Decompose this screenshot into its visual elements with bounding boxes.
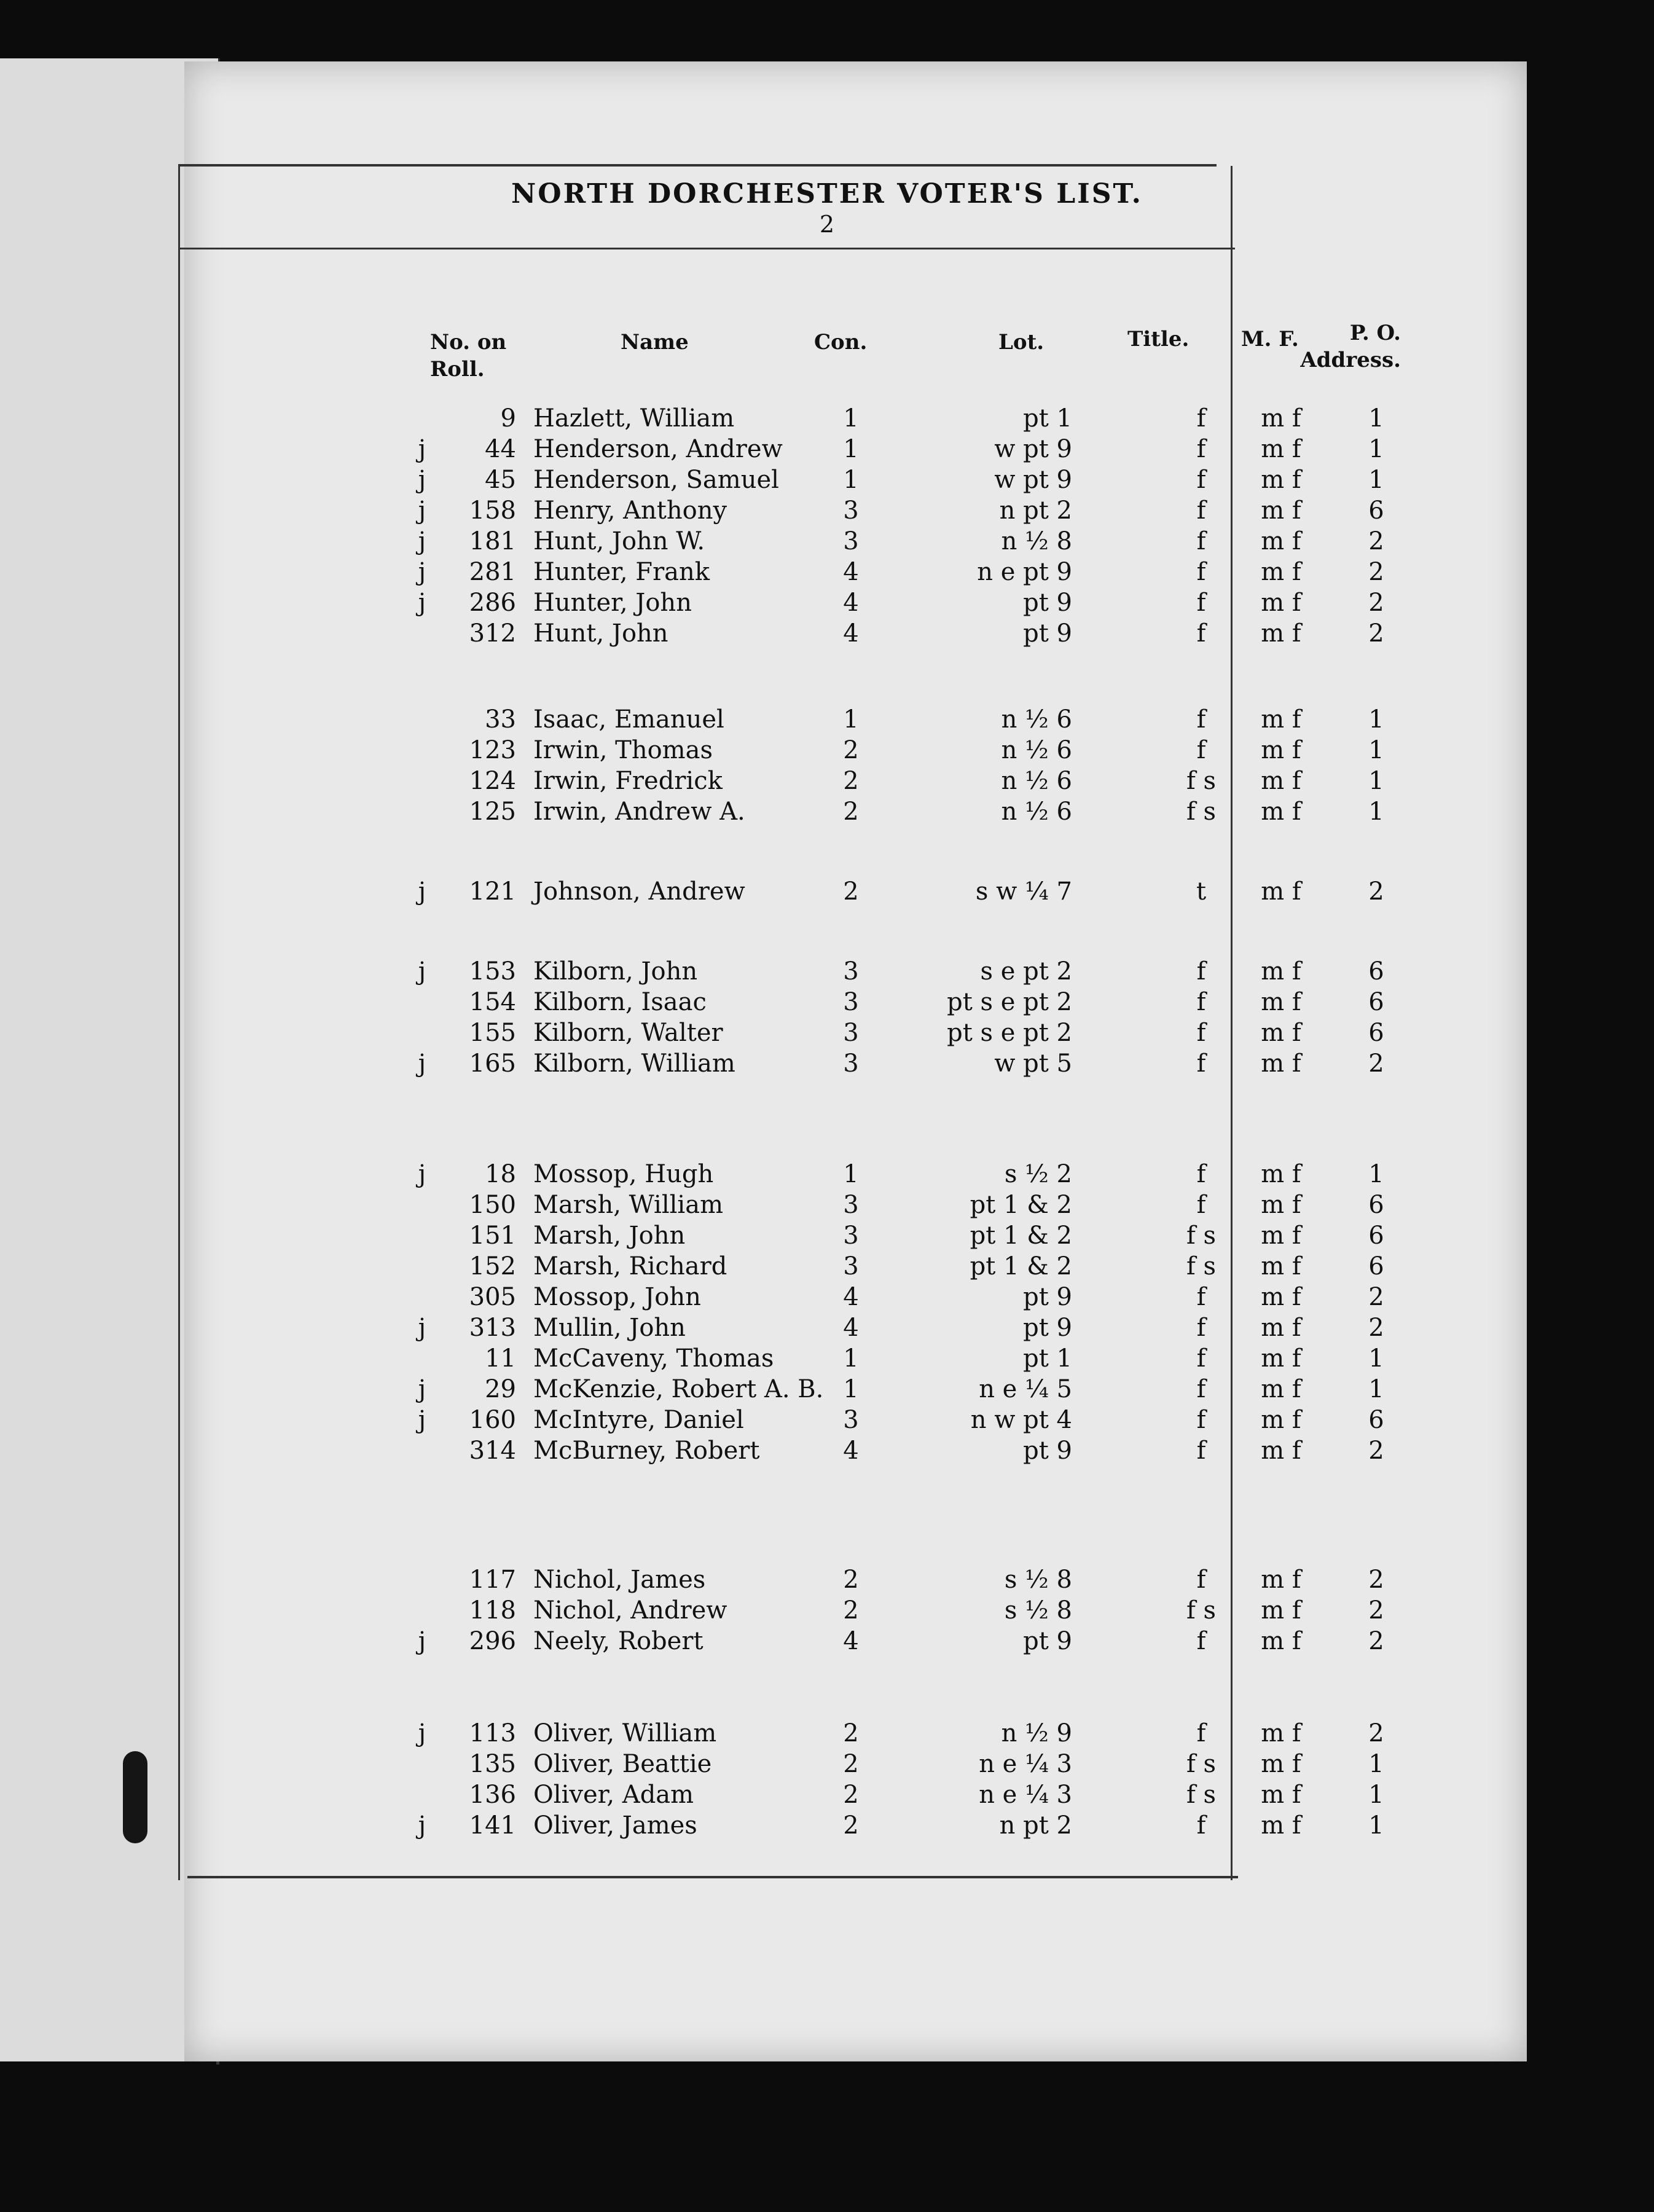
voter-name: Irwin, Fredrick [533, 767, 723, 795]
voter-po: 6 [1368, 1019, 1384, 1047]
voter-po: 2 [1368, 877, 1384, 906]
voter-con: 1 [843, 404, 859, 433]
header-name: Name [621, 330, 689, 355]
voter-mf: m f [1261, 736, 1301, 764]
voter-mf: m f [1261, 1719, 1301, 1747]
voter-lot: n e ¼ 5 [979, 1375, 1072, 1403]
voter-no: 305 [469, 1283, 516, 1311]
voter-lot: pt 1 & 2 [970, 1191, 1072, 1219]
voter-mf: m f [1261, 1344, 1301, 1373]
voter-no: 158 [469, 496, 516, 525]
voter-title: f s [1186, 1596, 1217, 1625]
voter-lot: n e pt 9 [977, 558, 1072, 586]
voter-flag: j [418, 558, 426, 586]
voter-row [0, 402, 1654, 434]
voter-po: 1 [1368, 435, 1384, 463]
voter-mf: m f [1261, 1283, 1301, 1311]
voter-title: f [1196, 1437, 1206, 1465]
voter-name: Hunt, John W. [533, 527, 705, 555]
voter-po: 1 [1368, 404, 1384, 433]
voter-con: 3 [843, 1191, 859, 1219]
voter-no: 9 [500, 404, 516, 433]
voter-name: Mossop, John [533, 1283, 701, 1311]
header-title: Title. [1127, 327, 1190, 351]
voter-po: 6 [1368, 988, 1384, 1016]
voter-name: Nichol, Andrew [533, 1596, 727, 1625]
voter-no: 152 [469, 1252, 516, 1281]
voter-title: f s [1186, 798, 1217, 826]
voter-con: 3 [843, 1222, 859, 1250]
voter-po: 1 [1368, 767, 1384, 795]
voter-title: f s [1186, 1781, 1217, 1809]
voter-row [0, 1189, 1654, 1221]
voter-con: 2 [843, 1750, 859, 1778]
voter-name: Mullin, John [533, 1314, 686, 1342]
voter-po: 2 [1368, 1049, 1384, 1078]
voter-con: 4 [843, 1314, 859, 1342]
voter-lot: pt 9 [1023, 1314, 1072, 1342]
voter-title: f s [1186, 1222, 1217, 1250]
voter-title: f [1196, 558, 1206, 586]
voter-con: 1 [843, 705, 859, 734]
voter-no: 155 [469, 1019, 516, 1047]
voter-mf: m f [1261, 558, 1301, 586]
voter-title: f s [1186, 1252, 1217, 1281]
voter-con: 3 [843, 1019, 859, 1047]
voter-lot: pt 9 [1023, 1437, 1072, 1465]
voter-flag: j [418, 1719, 426, 1747]
voter-title: f [1196, 1283, 1206, 1311]
voter-mf: m f [1261, 435, 1301, 463]
voter-title: f [1196, 1719, 1206, 1747]
voter-name: Irwin, Andrew A. [533, 798, 745, 826]
voter-flag: j [418, 1375, 426, 1403]
voter-con: 3 [843, 988, 859, 1016]
voter-row [0, 1281, 1654, 1313]
voter-name: Hunter, John [533, 589, 692, 617]
voter-name: McIntyre, Daniel [533, 1406, 744, 1434]
voter-row [0, 796, 1654, 828]
voter-no: 11 [485, 1344, 516, 1373]
voter-name: Kilborn, John [533, 957, 698, 986]
voter-mf: m f [1261, 1627, 1301, 1655]
voter-mf: m f [1261, 1160, 1301, 1188]
voter-con: 3 [843, 1049, 859, 1078]
voter-con: 3 [843, 957, 859, 986]
voter-po: 6 [1368, 1406, 1384, 1434]
header-no-on-roll: No. on Roll. [430, 330, 507, 382]
voter-con: 2 [843, 1781, 859, 1809]
voter-title: f [1196, 1049, 1206, 1078]
voter-con: 2 [843, 1811, 859, 1840]
voter-lot: n e ¼ 3 [979, 1750, 1072, 1778]
voter-con: 4 [843, 1627, 859, 1655]
voter-no: 165 [469, 1049, 516, 1078]
voter-row [0, 1625, 1654, 1657]
voter-row [0, 1564, 1654, 1596]
voter-lot: s ½ 2 [1004, 1160, 1072, 1188]
voter-name: Henderson, Andrew [533, 435, 783, 463]
voter-flag: j [418, 1160, 426, 1188]
voter-title: f [1196, 1811, 1206, 1840]
voter-no: 286 [469, 589, 516, 617]
header-po-address: P. O. Address. [1300, 321, 1401, 372]
voter-name: Oliver, William [533, 1719, 717, 1747]
voter-flag: j [418, 1627, 426, 1655]
voter-con: 2 [843, 736, 859, 764]
voter-mf: m f [1261, 767, 1301, 795]
voter-lot: s ½ 8 [1004, 1566, 1072, 1594]
voter-lot: pt 1 & 2 [970, 1252, 1072, 1281]
voter-title: f [1196, 466, 1206, 494]
voter-no: 29 [485, 1375, 516, 1403]
voter-no: 118 [469, 1596, 516, 1625]
voter-flag: j [418, 957, 426, 986]
voter-po: 6 [1368, 1191, 1384, 1219]
voter-row [0, 1048, 1654, 1080]
voter-mf: m f [1261, 1049, 1301, 1078]
voter-no: 141 [469, 1811, 516, 1840]
voter-row [0, 1435, 1654, 1467]
voter-row [0, 556, 1654, 588]
voter-row [0, 618, 1654, 649]
voter-po: 6 [1368, 1252, 1384, 1281]
voter-flag: j [418, 466, 426, 494]
voter-row [0, 986, 1654, 1018]
voter-po: 1 [1368, 1344, 1384, 1373]
voter-con: 1 [843, 1375, 859, 1403]
voter-name: Henry, Anthony [533, 496, 727, 525]
voter-lot: n ½ 6 [1001, 736, 1072, 764]
voter-no: 33 [485, 705, 516, 734]
voter-con: 2 [843, 877, 859, 906]
voter-no: 296 [469, 1627, 516, 1655]
voter-mf: m f [1261, 589, 1301, 617]
voter-con: 3 [843, 496, 859, 525]
voter-mf: m f [1261, 1437, 1301, 1465]
voter-mf: m f [1261, 798, 1301, 826]
voter-no: 123 [469, 736, 516, 764]
voter-flag: j [418, 1314, 426, 1342]
voter-no: 45 [485, 466, 516, 494]
voter-con: 2 [843, 1566, 859, 1594]
voter-flag: j [418, 1049, 426, 1078]
voter-po: 2 [1368, 1627, 1384, 1655]
voter-no: 136 [469, 1781, 516, 1809]
voter-title: f [1196, 1375, 1206, 1403]
voter-row [0, 433, 1654, 465]
voter-flag: j [418, 1811, 426, 1840]
voter-flag: j [418, 1406, 426, 1434]
voter-mf: m f [1261, 496, 1301, 525]
voter-name: Johnson, Andrew [533, 877, 745, 906]
voter-no: 181 [469, 527, 516, 555]
voter-no: 151 [469, 1222, 516, 1250]
voter-lot: pt 9 [1023, 1627, 1072, 1655]
voter-title: f [1196, 736, 1206, 764]
voter-con: 2 [843, 767, 859, 795]
voter-no: 153 [469, 957, 516, 986]
voter-con: 4 [843, 589, 859, 617]
voter-mf: m f [1261, 527, 1301, 555]
voter-po: 1 [1368, 705, 1384, 734]
voter-con: 1 [843, 466, 859, 494]
voter-row [0, 587, 1654, 619]
voter-name: Oliver, Beattie [533, 1750, 712, 1778]
voter-po: 2 [1368, 1596, 1384, 1625]
voter-po: 2 [1368, 558, 1384, 586]
voter-con: 1 [843, 435, 859, 463]
voter-mf: m f [1261, 1191, 1301, 1219]
voter-title: f [1196, 1566, 1206, 1594]
voter-con: 2 [843, 798, 859, 826]
voter-po: 2 [1368, 1314, 1384, 1342]
voter-con: 2 [843, 1719, 859, 1747]
voter-lot: n ½ 6 [1001, 798, 1072, 826]
voter-no: 125 [469, 798, 516, 826]
voter-title: f [1196, 957, 1206, 986]
voter-po: 1 [1368, 798, 1384, 826]
voter-con: 1 [843, 1160, 859, 1188]
voter-po: 1 [1368, 466, 1384, 494]
voter-mf: m f [1261, 1596, 1301, 1625]
voter-lot: s e pt 2 [980, 957, 1072, 986]
voter-no: 281 [469, 558, 516, 586]
voter-lot: s w ¼ 7 [975, 877, 1072, 906]
voter-name: Hunt, John [533, 619, 668, 648]
voter-title: f s [1186, 1750, 1217, 1778]
voter-title: t [1196, 877, 1207, 906]
voter-row [0, 1748, 1654, 1780]
voter-mf: m f [1261, 1019, 1301, 1047]
voter-con: 3 [843, 1252, 859, 1281]
voter-lot: pt 1 & 2 [970, 1222, 1072, 1250]
voter-po: 1 [1368, 736, 1384, 764]
voter-po: 1 [1368, 1375, 1384, 1403]
voter-flag: j [418, 589, 426, 617]
voter-po: 6 [1368, 1222, 1384, 1250]
voter-name: Henderson, Samuel [533, 466, 779, 494]
voter-mf: m f [1261, 957, 1301, 986]
voter-flag: j [418, 435, 426, 463]
voter-lot: n ½ 9 [1001, 1719, 1072, 1747]
voter-lot: pt 1 [1023, 404, 1072, 433]
voter-row [0, 495, 1654, 527]
voter-lot: pt s e pt 2 [947, 1019, 1072, 1047]
voter-lot: w pt 5 [994, 1049, 1072, 1078]
voter-name: Oliver, Adam [533, 1781, 694, 1809]
voter-po: 2 [1368, 1566, 1384, 1594]
header-mf: M. F. [1241, 327, 1299, 351]
voter-flag: j [418, 877, 426, 906]
header-con: Con. [814, 330, 868, 355]
voter-lot: n w pt 4 [970, 1406, 1072, 1434]
page-title: NORTH DORCHESTER VOTER'S LIST. [511, 178, 1143, 210]
voter-con: 1 [843, 1344, 859, 1373]
voter-name: Nichol, James [533, 1566, 706, 1594]
voter-po: 1 [1368, 1160, 1384, 1188]
voter-con: 4 [843, 1437, 859, 1465]
voter-no: 154 [469, 988, 516, 1016]
voter-flag: j [418, 496, 426, 525]
voter-mf: m f [1261, 404, 1301, 433]
voter-row [0, 955, 1654, 987]
voter-name: Kilborn, Walter [533, 1019, 723, 1047]
voter-name: Marsh, Richard [533, 1252, 727, 1281]
voter-con: 4 [843, 558, 859, 586]
voter-mf: m f [1261, 1222, 1301, 1250]
voter-no: 160 [469, 1406, 516, 1434]
voter-row [0, 1158, 1654, 1190]
voter-no: 312 [469, 619, 516, 648]
voter-lot: pt 9 [1023, 589, 1072, 617]
voter-name: Neely, Robert [533, 1627, 704, 1655]
voter-no: 150 [469, 1191, 516, 1219]
voter-name: McCaveny, Thomas [533, 1344, 774, 1373]
voter-po: 2 [1368, 589, 1384, 617]
voter-no: 117 [469, 1566, 516, 1594]
voter-flag: j [418, 527, 426, 555]
voter-name: Marsh, John [533, 1222, 686, 1250]
voter-no: 113 [469, 1719, 516, 1747]
voter-title: f [1196, 988, 1206, 1016]
voter-row [0, 1404, 1654, 1436]
voter-lot: w pt 9 [994, 435, 1072, 463]
voter-title: f [1196, 527, 1206, 555]
voter-row [0, 1312, 1654, 1344]
voter-mf: m f [1261, 466, 1301, 494]
voter-row [0, 1717, 1654, 1749]
voter-title: f [1196, 1627, 1206, 1655]
voter-name: Hunter, Frank [533, 558, 710, 586]
voter-mf: m f [1261, 1406, 1301, 1434]
voter-title: f [1196, 1344, 1206, 1373]
voter-con: 3 [843, 527, 859, 555]
voter-lot: n ½ 8 [1001, 527, 1072, 555]
voter-name: McBurney, Robert [533, 1437, 760, 1465]
voter-no: 18 [485, 1160, 516, 1188]
voter-mf: m f [1261, 1314, 1301, 1342]
voter-no: 44 [485, 435, 516, 463]
voter-po: 2 [1368, 619, 1384, 648]
voter-name: Kilborn, William [533, 1049, 735, 1078]
voter-con: 4 [843, 1283, 859, 1311]
voter-row [0, 734, 1654, 766]
voter-title: f [1196, 705, 1206, 734]
voter-po: 1 [1368, 1750, 1384, 1778]
voter-row [0, 525, 1654, 557]
voter-row [0, 765, 1654, 797]
voter-mf: m f [1261, 705, 1301, 734]
voter-no: 314 [469, 1437, 516, 1465]
voter-row [0, 1373, 1654, 1405]
voter-name: Hazlett, William [533, 404, 735, 433]
voter-lot: n pt 2 [999, 1811, 1072, 1840]
voter-lot: n e ¼ 3 [979, 1781, 1072, 1809]
voter-mf: m f [1261, 1375, 1301, 1403]
header-lot: Lot. [998, 330, 1045, 355]
voter-po: 6 [1368, 496, 1384, 525]
voter-lot: s ½ 8 [1004, 1596, 1072, 1625]
voter-mf: m f [1261, 619, 1301, 648]
voter-mf: m f [1261, 1750, 1301, 1778]
voter-row [0, 1594, 1654, 1626]
voter-name: Irwin, Thomas [533, 736, 713, 764]
voter-no: 135 [469, 1750, 516, 1778]
voter-lot: pt 9 [1023, 619, 1072, 648]
voter-name: Mossop, Hugh [533, 1160, 714, 1188]
voter-no: 313 [469, 1314, 516, 1342]
voter-po: 1 [1368, 1781, 1384, 1809]
voter-mf: m f [1261, 1811, 1301, 1840]
voter-name: Oliver, James [533, 1811, 697, 1840]
voter-title: f [1196, 404, 1206, 433]
voter-no: 121 [469, 877, 516, 906]
voter-con: 4 [843, 619, 859, 648]
voter-title: f [1196, 589, 1206, 617]
voter-row [0, 464, 1654, 496]
voter-title: f [1196, 619, 1206, 648]
voter-lot: n ½ 6 [1001, 767, 1072, 795]
voter-row [0, 1779, 1654, 1811]
voter-no: 124 [469, 767, 516, 795]
voter-po: 1 [1368, 1811, 1384, 1840]
voter-lot: w pt 9 [994, 466, 1072, 494]
voter-po: 2 [1368, 527, 1384, 555]
voter-title: f [1196, 1160, 1206, 1188]
voter-row [0, 1017, 1654, 1049]
voter-po: 2 [1368, 1437, 1384, 1465]
voter-title: f [1196, 1191, 1206, 1219]
voter-mf: m f [1261, 877, 1301, 906]
voter-title: f [1196, 496, 1206, 525]
voter-lot: pt 9 [1023, 1283, 1072, 1311]
voter-po: 2 [1368, 1283, 1384, 1311]
voter-mf: m f [1261, 1252, 1301, 1281]
voter-po: 2 [1368, 1719, 1384, 1747]
voter-name: McKenzie, Robert A. B. [533, 1375, 824, 1403]
voter-title: f [1196, 435, 1206, 463]
voter-po: 6 [1368, 957, 1384, 986]
voter-con: 2 [843, 1596, 859, 1625]
voter-mf: m f [1261, 1566, 1301, 1594]
voter-lot: pt s e pt 2 [947, 988, 1072, 1016]
voter-mf: m f [1261, 988, 1301, 1016]
page-number: 2 [819, 211, 835, 238]
voter-name: Marsh, William [533, 1191, 724, 1219]
voter-name: Kilborn, Isaac [533, 988, 707, 1016]
voter-lot: n ½ 6 [1001, 705, 1072, 734]
voter-lot: pt 1 [1023, 1344, 1072, 1373]
voter-row [0, 876, 1654, 908]
voter-name: Isaac, Emanuel [533, 705, 724, 734]
voter-title: f [1196, 1019, 1206, 1047]
voter-row [0, 1250, 1654, 1282]
voter-row [0, 1343, 1654, 1375]
voter-row [0, 1810, 1654, 1841]
voter-con: 3 [843, 1406, 859, 1434]
voter-title: f [1196, 1406, 1206, 1434]
voter-mf: m f [1261, 1781, 1301, 1809]
voter-lot: n pt 2 [999, 496, 1072, 525]
voter-title: f [1196, 1314, 1206, 1342]
voter-row [0, 704, 1654, 735]
voter-row [0, 1220, 1654, 1252]
voter-title: f s [1186, 767, 1217, 795]
